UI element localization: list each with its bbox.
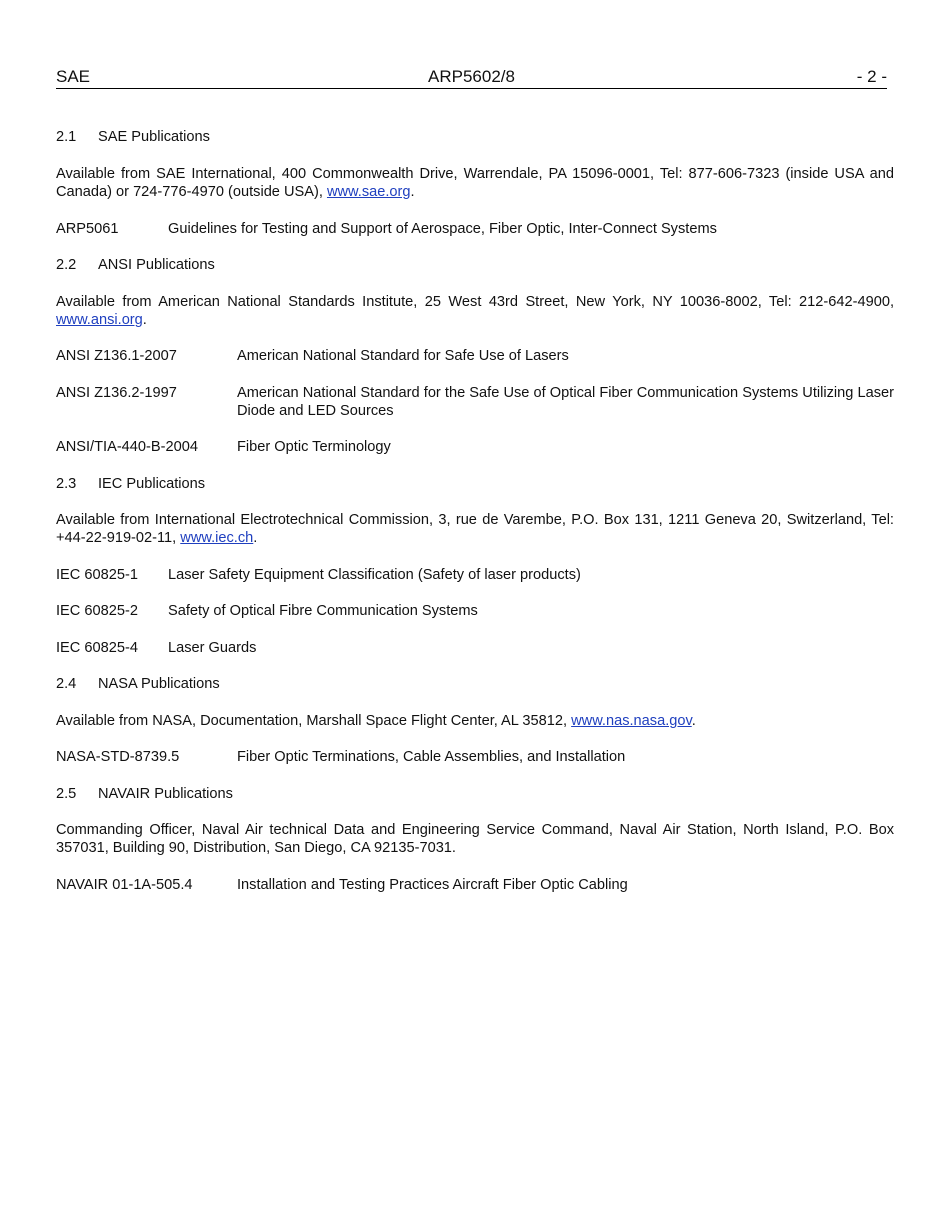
reference-title: Fiber Optic Terminations, Cable Assemblies, and Installation: [237, 749, 626, 765]
reference-title: Safety of Optical Fibre Communication Systems: [168, 603, 478, 619]
section-title: IEC Publications: [98, 476, 206, 492]
reference-iec-60825-4: [56, 639, 894, 657]
reference-title: Fiber Optic Terminology: [237, 439, 391, 455]
reference-arp5061: [56, 220, 894, 238]
reference-code: ANSI Z136.1-2007: [56, 348, 177, 364]
section-number: 2.2: [56, 257, 77, 273]
nasa-availability-paragraph: Available from NASA, Documentation, Marshall Space Flight Center, AL 35812, www.nas.nasa.gov.: [56, 713, 696, 729]
header-page-number: - 2 -: [856, 67, 887, 86]
reference-title: Laser Safety Equipment Classification (Safety of laser products): [168, 567, 581, 583]
section-title: NASA Publications: [98, 676, 220, 692]
section-heading-2-1: [56, 128, 894, 146]
section-title: ANSI Publications: [98, 257, 215, 273]
section-title: SAE Publications: [98, 129, 210, 145]
section-heading-2-5: [56, 785, 894, 803]
header-doc-number: ARP5602/8: [428, 67, 515, 86]
reference-code: IEC 60825-4: [56, 640, 138, 656]
reference-title: Laser Guards: [168, 640, 257, 656]
iec-website-link[interactable]: www.iec.ch: [180, 530, 254, 546]
nasa-website-link[interactable]: www.nas.nasa.gov: [571, 713, 692, 729]
reference-code: ANSI/TIA-440-B-2004: [56, 439, 198, 455]
sae-website-link[interactable]: www.sae.org: [326, 184, 411, 200]
section-heading-2-3: [56, 475, 894, 493]
section-number: 2.4: [56, 676, 77, 692]
reference-iec-60825-1: [56, 566, 894, 584]
section-heading-2-2: [56, 256, 894, 274]
section-heading-2-4: [56, 675, 894, 693]
reference-title: Installation and Testing Practices Aircraft Fiber Optic Cabling: [237, 877, 628, 893]
section-number: 2.5: [56, 786, 77, 802]
reference-title: American National Standard for the Safe Use of Optical Fiber Communication Systems Utilizing Laser Diode and LED Sources: [237, 385, 894, 419]
ansi-website-link[interactable]: www.ansi.org: [56, 312, 143, 328]
reference-title: Guidelines for Testing and Support of Aerospace, Fiber Optic, Inter-Connect Systems: [168, 221, 717, 237]
reference-title: American National Standard for Safe Use of Lasers: [237, 348, 569, 364]
page-header: [56, 67, 887, 89]
reference-iec-60825-2: [56, 602, 894, 620]
reference-ansi-tia-440: [56, 438, 894, 456]
reference-code: IEC 60825-2: [56, 603, 138, 619]
availability-text: Available from NASA, Documentation, Marshall Space Flight Center, AL 35812,: [56, 713, 572, 729]
reference-code: NASA-STD-8739.5: [56, 749, 180, 765]
reference-nasa-std-8739-5: [56, 748, 894, 766]
iec-availability-paragraph: Available from International Electrotechnical Commission, 3, rue de Varembe, P.O. Box 131, 1211 Geneva 20, Switzerland, Tel: +44-22-919-02-11, www.iec.ch.: [56, 512, 894, 546]
header-org: SAE: [56, 67, 91, 86]
availability-text: Available from American National Standards Institute, 25 West 43rd Street, New York, NY 10036-8002, Tel: 212-642-4900,: [56, 294, 894, 310]
section-number: 2.1: [56, 129, 77, 145]
sae-availability-paragraph: Available from SAE International, 400 Commonwealth Drive, Warrendale, PA 15096-0001, Tel: 877-606-7323 (inside USA and Canada) or 724-776-4970 (outside USA), www.sae.org.: [56, 166, 894, 200]
availability-text: Available from International Electrotechnical Commission, 3, rue de Varembe, P.O. Box 131, 1211 Geneva 20, Switzerland, Tel: +44-22-919-02-11,: [56, 512, 894, 546]
reference-code: ARP5061: [56, 221, 119, 237]
reference-code: ANSI Z136.2-1997: [56, 385, 177, 401]
reference-ansi-z136-2: [56, 384, 894, 420]
reference-code: NAVAIR 01-1A-505.4: [56, 877, 193, 893]
reference-code: IEC 60825-1: [56, 567, 138, 583]
availability-text: Available from SAE International, 400 Commonwealth Drive, Warrendale, PA 15096-0001, Tel: 877-606-7323 (inside USA and Canada) or 724-776-4970 (outside USA),: [56, 166, 894, 200]
reference-navair-01-1a-505-4: [56, 876, 894, 894]
ansi-availability-paragraph: Available from American National Standards Institute, 25 West 43rd Street, New York, NY 10036-8002, Tel: 212-642-4900, www.ansi.org.: [56, 294, 894, 328]
section-number: 2.3: [56, 476, 77, 492]
navair-address-paragraph: Commanding Officer, Naval Air technical Data and Engineering Service Command, Naval Air Station, North Island, P.O. Box 357031, Building 90, Distribution, San Diego, CA 92135-7031.: [56, 822, 894, 856]
reference-ansi-z136-1: [56, 347, 894, 365]
section-title: NAVAIR Publications: [98, 786, 233, 802]
